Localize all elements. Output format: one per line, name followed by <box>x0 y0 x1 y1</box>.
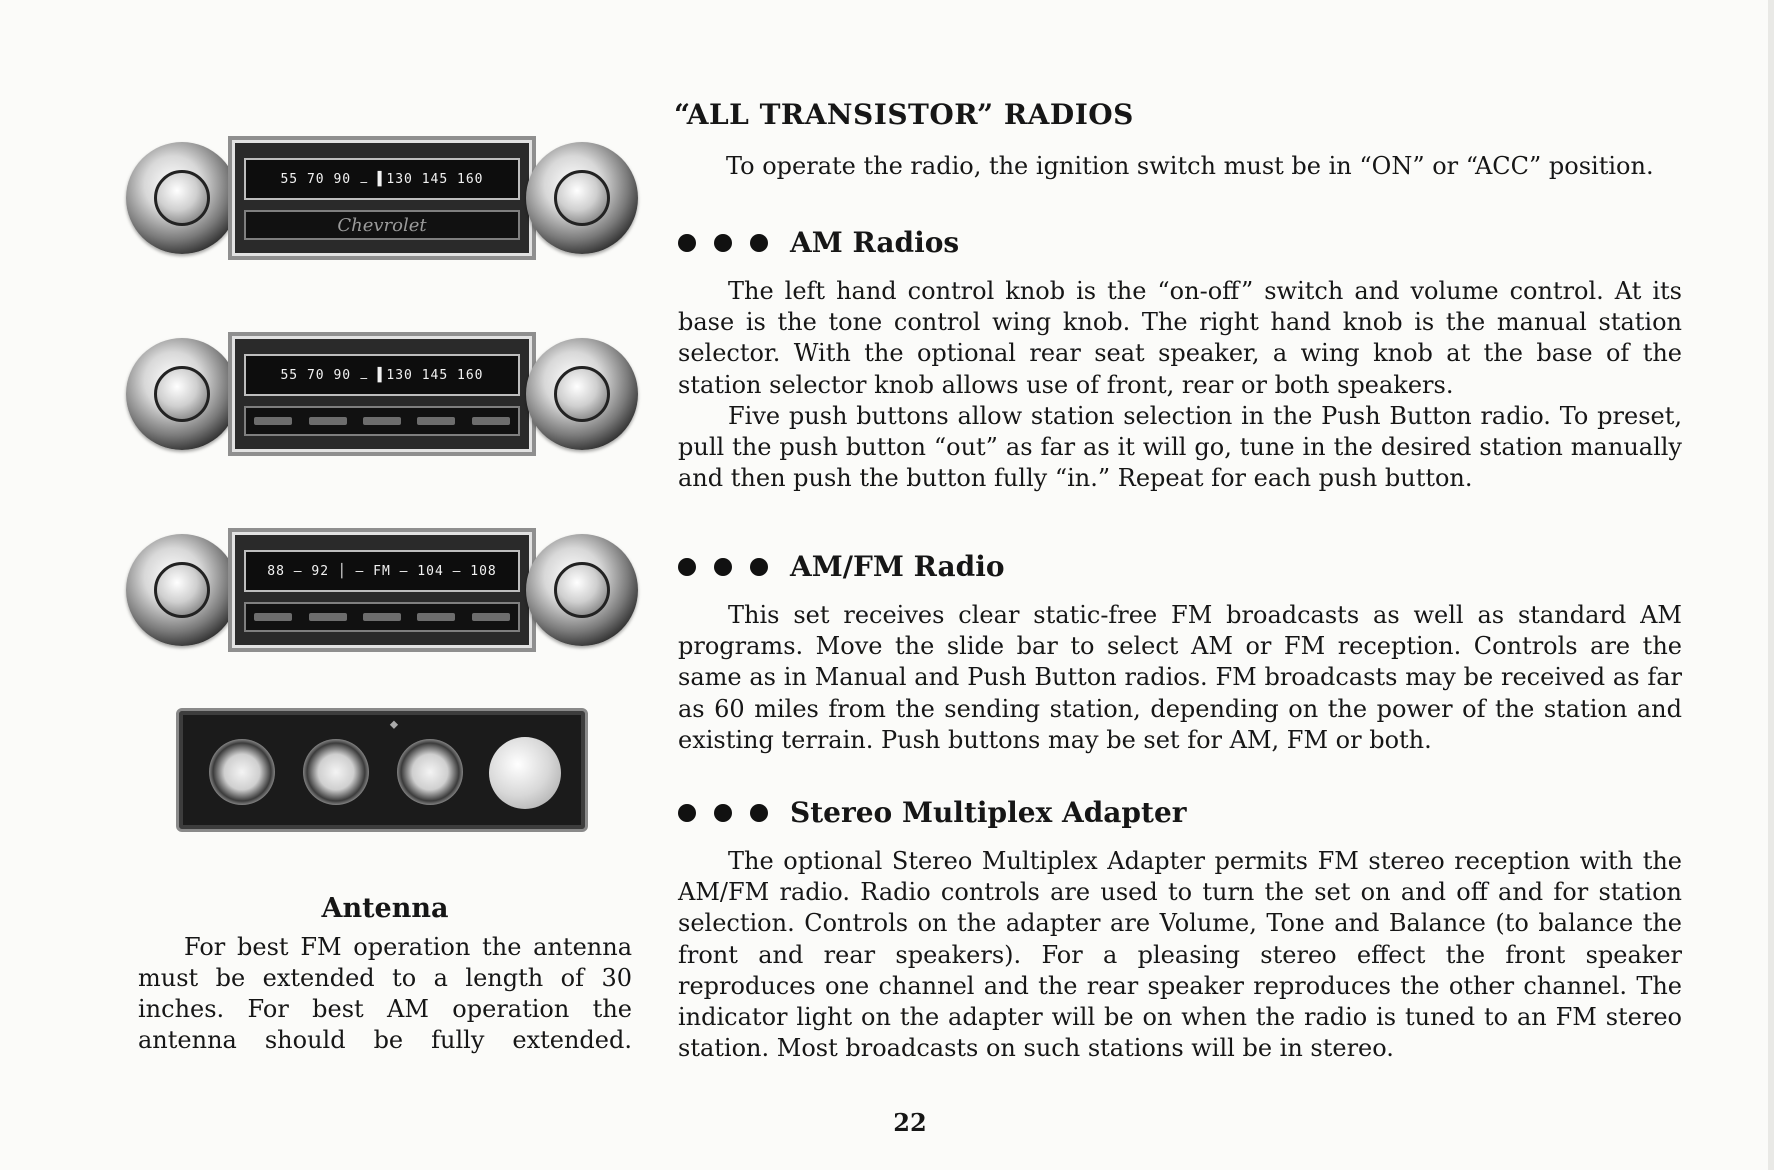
tone-control-icon <box>303 739 369 805</box>
page-number: 22 <box>893 1108 927 1137</box>
section-heading-text: AM Radios <box>790 226 960 259</box>
am-fm-radio-illustration <box>126 528 638 660</box>
adapter-emblem-icon: ⬥ <box>389 717 399 731</box>
stereo-adapter-illustration <box>176 708 588 832</box>
push-buttons-row <box>244 406 520 436</box>
push-button-icon <box>309 613 347 621</box>
push-button-icon <box>363 417 401 425</box>
radio-dial: 88 – 92 │ – FM – 104 – 108 <box>244 550 520 592</box>
bullet-icons <box>678 804 768 822</box>
radio-dial: 55 70 90 ⚊ ▌130 145 160 <box>244 158 520 200</box>
tuning-knob-icon <box>526 142 638 254</box>
radio-faceplate <box>228 332 536 456</box>
antenna-heading: Antenna <box>321 893 449 924</box>
radio-dial: 55 70 90 ⚊ ▌130 145 160 <box>244 354 520 396</box>
stereo-multiplex-body <box>678 846 1682 1064</box>
push-button-icon <box>363 613 401 621</box>
push-button-icon <box>417 613 455 621</box>
intro-paragraph: To operate the radio, the ignition switch must be in “ON” or “ACC” position. <box>726 152 1654 180</box>
antenna-text: For best FM operation the antenna must be extended to a length of 30 inches. For best AM operation the antenna should be fully extended. <box>138 933 632 1054</box>
stereo-multiplex-heading <box>678 796 1187 829</box>
chevrolet-badge: Chevrolet <box>244 210 520 240</box>
push-button-am-radio-illustration <box>126 332 638 464</box>
am-radios-body <box>678 276 1682 494</box>
page-title: “ALL TRANSISTOR” RADIOS <box>674 98 1134 131</box>
push-button-icon <box>472 613 510 621</box>
push-buttons-row <box>244 602 520 632</box>
push-button-icon <box>309 417 347 425</box>
am-fm-radio-heading <box>678 550 1005 583</box>
tuning-knob-icon <box>526 534 638 646</box>
paragraph: This set receives clear static-free FM broadcasts as well as standard AM programs. Move the slide bar to select AM or FM reception. Controls are the same as in Manual and Push Button radios. FM broadcasts may be received as far as 60 miles from the sending station, depending on the power of the station and existing terrain. Push buttons may be set for AM, FM or both. <box>678 601 1682 754</box>
antenna-paragraph <box>138 932 632 1056</box>
volume-knob-icon <box>126 338 238 450</box>
radio-faceplate <box>228 136 536 260</box>
bullet-icons <box>678 558 768 576</box>
push-button-icon <box>472 417 510 425</box>
balance-control-icon <box>397 739 463 805</box>
paragraph: Five push buttons allow station selection in the Push Button radio. To preset, pull the push button “out” as far as it will go, tune in the desired station manually and then push the button fully “in.” Repeat for each push button. <box>678 401 1682 493</box>
tuning-knob-icon <box>526 338 638 450</box>
volume-knob-icon <box>126 142 238 254</box>
section-heading-text: AM/FM Radio <box>790 550 1005 583</box>
volume-knob-icon <box>126 534 238 646</box>
paragraph: The optional Stereo Multiplex Adapter permits FM stereo reception with the AM/FM radio. Radio controls are used to turn the set on and off and for station selection. Controls on the adapter are Volume, Tone and Balance (to balance the front and rear speakers). For a pleasing stereo effect the front speaker reproduces one channel and the rear speaker reproduces the other channel. The indicator light on the adapter will be on when the radio is tuned to an FM stereo station. Most broadcasts on such stations will be in stereo. <box>678 847 1682 1063</box>
push-button-icon <box>254 417 292 425</box>
stereo-indicator-light-icon <box>489 737 561 809</box>
am-fm-radio-body <box>678 600 1682 756</box>
page-edge <box>1768 0 1774 1170</box>
section-heading-text: Stereo Multiplex Adapter <box>790 796 1187 829</box>
push-button-icon <box>417 417 455 425</box>
bullet-icons <box>678 234 768 252</box>
am-radios-heading <box>678 226 959 259</box>
radio-faceplate <box>228 528 536 652</box>
paragraph: The left hand control knob is the “on-off” switch and volume control. At its base is the tone control wing knob. The right hand knob is the manual station selector. With the optional rear seat speaker, a wing knob at the base of the station selector knob allows use of front, rear or both speakers. <box>678 277 1682 399</box>
push-button-icon <box>254 613 292 621</box>
manual-am-radio-illustration <box>126 136 638 268</box>
volume-control-icon <box>209 739 275 805</box>
